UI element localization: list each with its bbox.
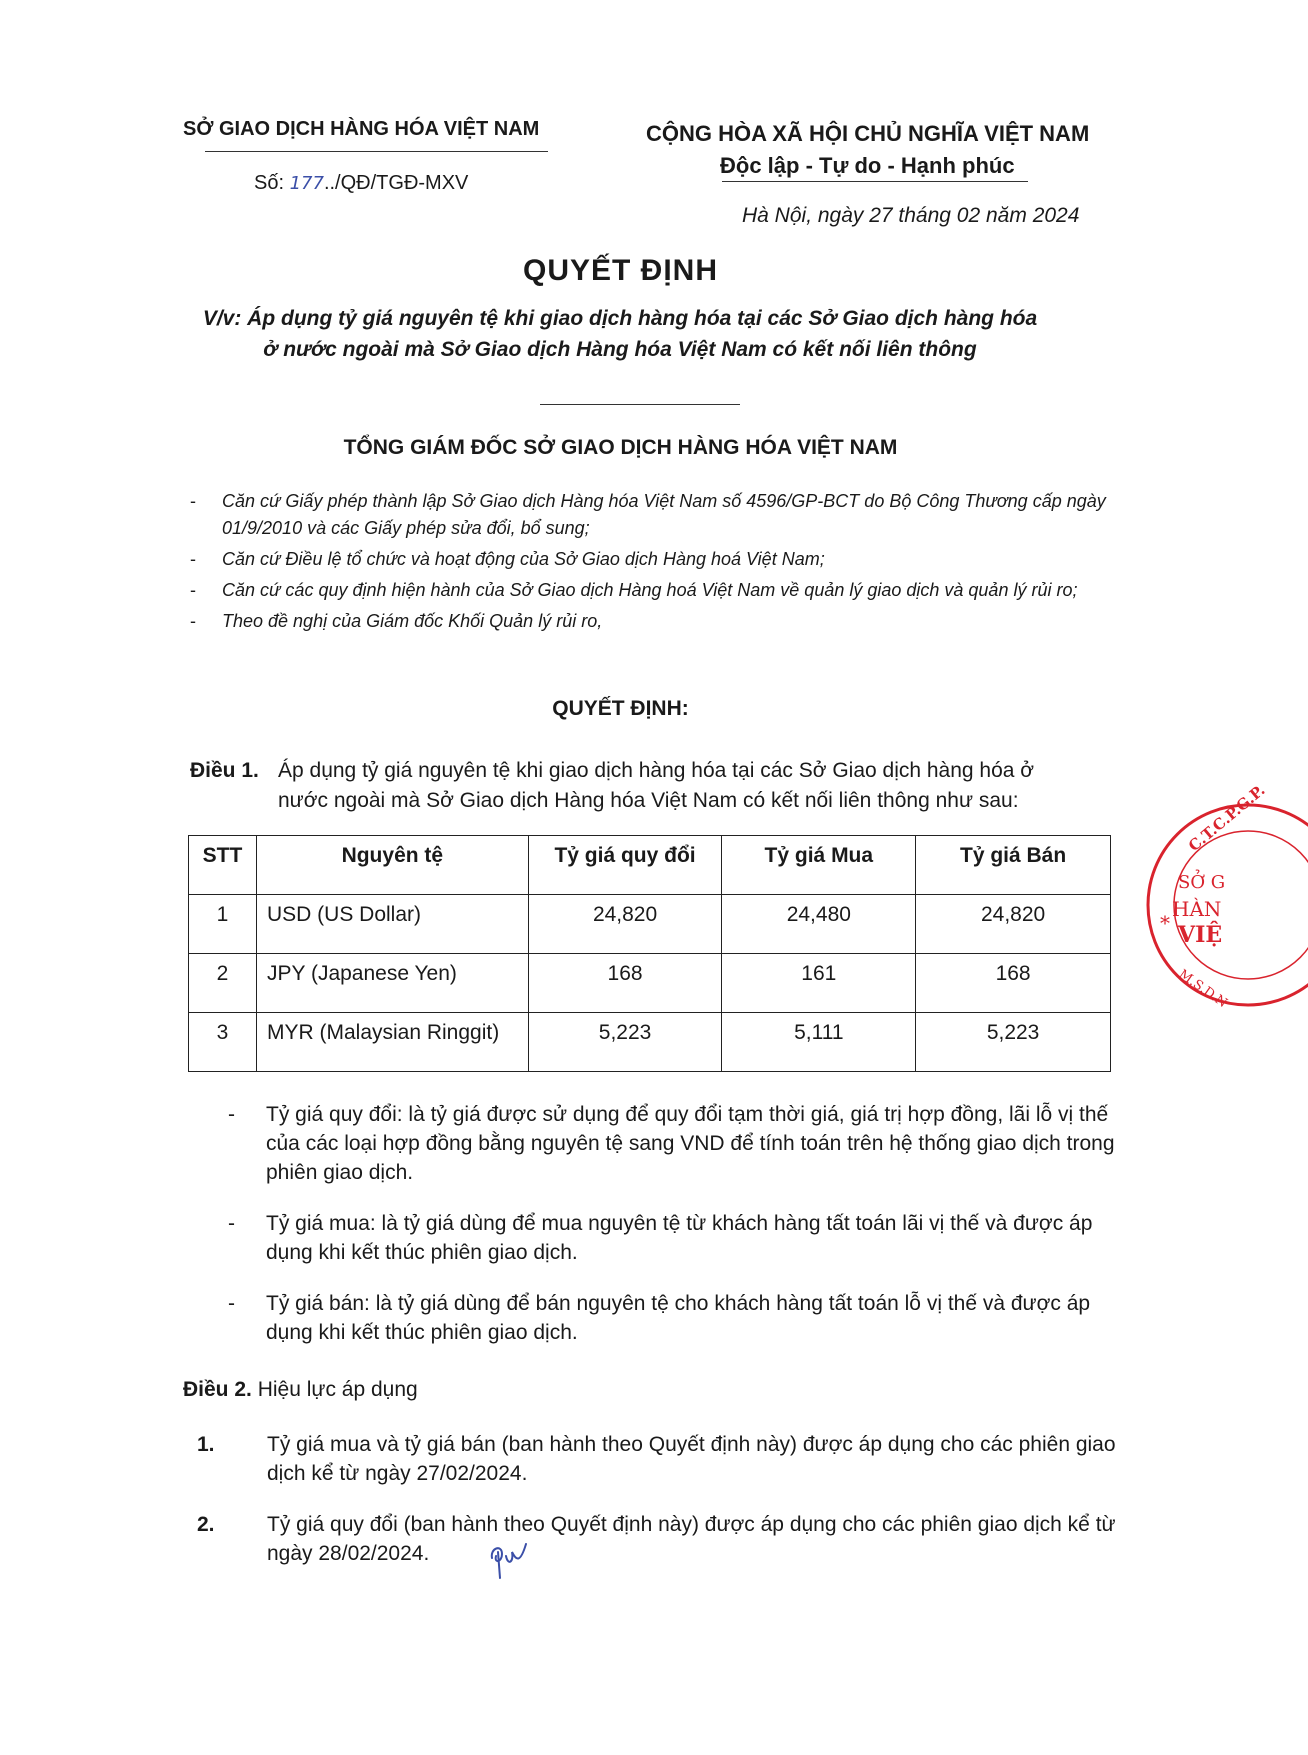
article-1-text-line-1: Áp dụng tỷ giá nguyên tệ khi giao dịch hàng hóa tại các Sở Giao dịch hàng hóa ở (278, 759, 1035, 782)
place-and-date: Hà Nội, ngày 27 tháng 02 năm 2024 (742, 204, 1080, 227)
cell-conversion-rate: 24,820 (528, 895, 722, 954)
cell-buy-rate: 24,480 (722, 895, 916, 954)
article-1 (190, 756, 1120, 816)
legal-basis-item: - Theo đề nghị của Giám đốc Khối Quản lý rủi ro, (190, 608, 1120, 635)
cell-buy-rate: 161 (722, 954, 916, 1013)
table-row (189, 895, 1111, 954)
list-item-number: 1. (197, 1433, 215, 1456)
cell-conversion-rate: 5,223 (528, 1013, 722, 1072)
article-1-label: Điều 1. (190, 759, 259, 782)
doc-number-suffix: ../QĐ/TGĐ-MXV (323, 172, 469, 194)
svg-text:SỞ G: SỞ G (1178, 872, 1226, 893)
definition-buy-rate: - Tỷ giá mua: là tỷ giá dùng để mua nguyên tệ từ khách hàng tất toán lãi vị thế và được áp dụng khi kết thúc phiên giao dịch. (228, 1209, 1118, 1267)
issuing-authority: TỔNG GIÁM ĐỐC SỞ GIAO DỊCH HÀNG HÓA VIỆT NAM (343, 436, 898, 459)
article-2-list (197, 1430, 1117, 1590)
definition-sell-rate: - Tỷ giá bán: là tỷ giá dùng để bán nguyên tệ cho khách hàng tất toán lỗ vị thế và được áp dụng khi kết thúc phiên giao dịch. (228, 1289, 1118, 1347)
list-item (197, 1510, 1117, 1568)
cell-sell-rate: 5,223 (916, 1013, 1111, 1072)
cell-sell-rate: 24,820 (916, 895, 1111, 954)
cell-sell-rate: 168 (916, 954, 1111, 1013)
list-item-text: Tỷ giá mua và tỷ giá bán (ban hành theo Quyết định này) được áp dụng cho các phiên giao dịch kể từ ngày 27/02/2024. (267, 1433, 1116, 1485)
article-2-title: Hiệu lực áp dụng (251, 1378, 418, 1401)
document-title: QUYẾT ĐỊNH (522, 254, 718, 287)
cell-currency: MYR (Malaysian Ringgit) (256, 1013, 528, 1072)
article-2-heading (183, 1378, 418, 1402)
list-item (197, 1430, 1117, 1488)
rate-definitions (228, 1100, 1118, 1369)
decide-heading: QUYẾT ĐỊNH: (552, 697, 689, 720)
table-row (189, 954, 1111, 1013)
legal-basis-item: - Căn cứ Giấy phép thành lập Sở Giao dịch Hàng hóa Việt Nam số 4596/GP-BCT do Bộ Công Thương cấp ngày 01/9/2010 và các Giấy phép sửa đổi, bổ sung; (190, 488, 1120, 542)
svg-text:M.S.D.N: M.S.D.N (1175, 966, 1230, 1012)
header-buy-rate: Tỷ giá Mua (722, 836, 916, 895)
cell-stt: 3 (189, 1013, 257, 1072)
definition-conversion-rate: - Tỷ giá quy đổi: là tỷ giá được sử dụng để quy đổi tạm thời giá, giá trị hợp đồng, lãi lỗ vị thế của các loại hợp đồng bằng nguyên tệ sang VND để tính toán trên hệ thống giao dịch trong phiên giao dịch. (228, 1100, 1118, 1187)
motto-underline (722, 181, 1028, 182)
handwritten-initial-mark (488, 1538, 528, 1580)
legal-basis-list (190, 488, 1120, 639)
cell-buy-rate: 5,111 (722, 1013, 916, 1072)
org-underline (205, 151, 548, 152)
cell-conversion-rate: 168 (528, 954, 722, 1013)
exchange-rate-table (188, 835, 1111, 1072)
cell-currency: USD (US Dollar) (256, 895, 528, 954)
subject-line-2: ở nước ngoài mà Sở Giao dịch Hàng hóa Việt Nam có kết nối liên thông (263, 338, 977, 361)
article-2-label: Điều 2. (183, 1378, 252, 1401)
article-1-text-line-2: nước ngoài mà Sở Giao dịch Hàng hóa Việt Nam có kết nối liên thông như sau: (278, 789, 1019, 812)
cell-stt: 1 (189, 895, 257, 954)
legal-basis-item: - Căn cứ các quy định hiện hành của Sở Giao dịch Hàng hoá Việt Nam về quản lý giao dịch và quản lý rủi ro; (190, 577, 1120, 604)
subject-line-1: V/v: Áp dụng tỷ giá nguyên tệ khi giao dịch hàng hóa tại các Sở Giao dịch hàng hóa (202, 307, 1038, 330)
title-separator (540, 404, 740, 405)
doc-number-prefix: Số: (254, 172, 290, 194)
header-currency: Nguyên tệ (256, 836, 528, 895)
table-header-row (189, 836, 1111, 895)
country-name: CỘNG HÒA XÃ HỘI CHỦ NGHĨA VIỆT NAM (646, 121, 1090, 146)
list-item-text: Tỷ giá quy đổi (ban hành theo Quyết định này) được áp dụng cho các phiên giao dịch kể từ ngày 28/02/2024. (267, 1513, 1116, 1565)
svg-text:C.T.C.P.G.P.: C.T.C.P.G.P. (1185, 780, 1269, 856)
company-seal-stamp (1138, 780, 1308, 1020)
issuing-organization: SỞ GIAO DỊCH HÀNG HÓA VIỆT NAM (183, 118, 540, 140)
header-conversion-rate: Tỷ giá quy đổi (528, 836, 722, 895)
svg-text:HÀN: HÀN (1172, 897, 1222, 921)
header-stt: STT (189, 836, 257, 895)
document-number (254, 172, 468, 195)
svg-text:*: * (1160, 911, 1170, 935)
svg-text:VIỆ: VIỆ (1178, 922, 1223, 948)
header-sell-rate: Tỷ giá Bán (916, 836, 1111, 895)
cell-currency: JPY (Japanese Yen) (256, 954, 528, 1013)
document-subject (120, 303, 1120, 365)
list-item-number: 2. (197, 1513, 215, 1536)
national-motto: Độc lập - Tự do - Hạnh phúc (720, 153, 1015, 178)
legal-basis-item: - Căn cứ Điều lệ tổ chức và hoạt động của Sở Giao dịch Hàng hoá Việt Nam; (190, 546, 1120, 573)
table-row (189, 1013, 1111, 1072)
cell-stt: 2 (189, 954, 257, 1013)
doc-number-handwritten: 177 (289, 173, 324, 194)
